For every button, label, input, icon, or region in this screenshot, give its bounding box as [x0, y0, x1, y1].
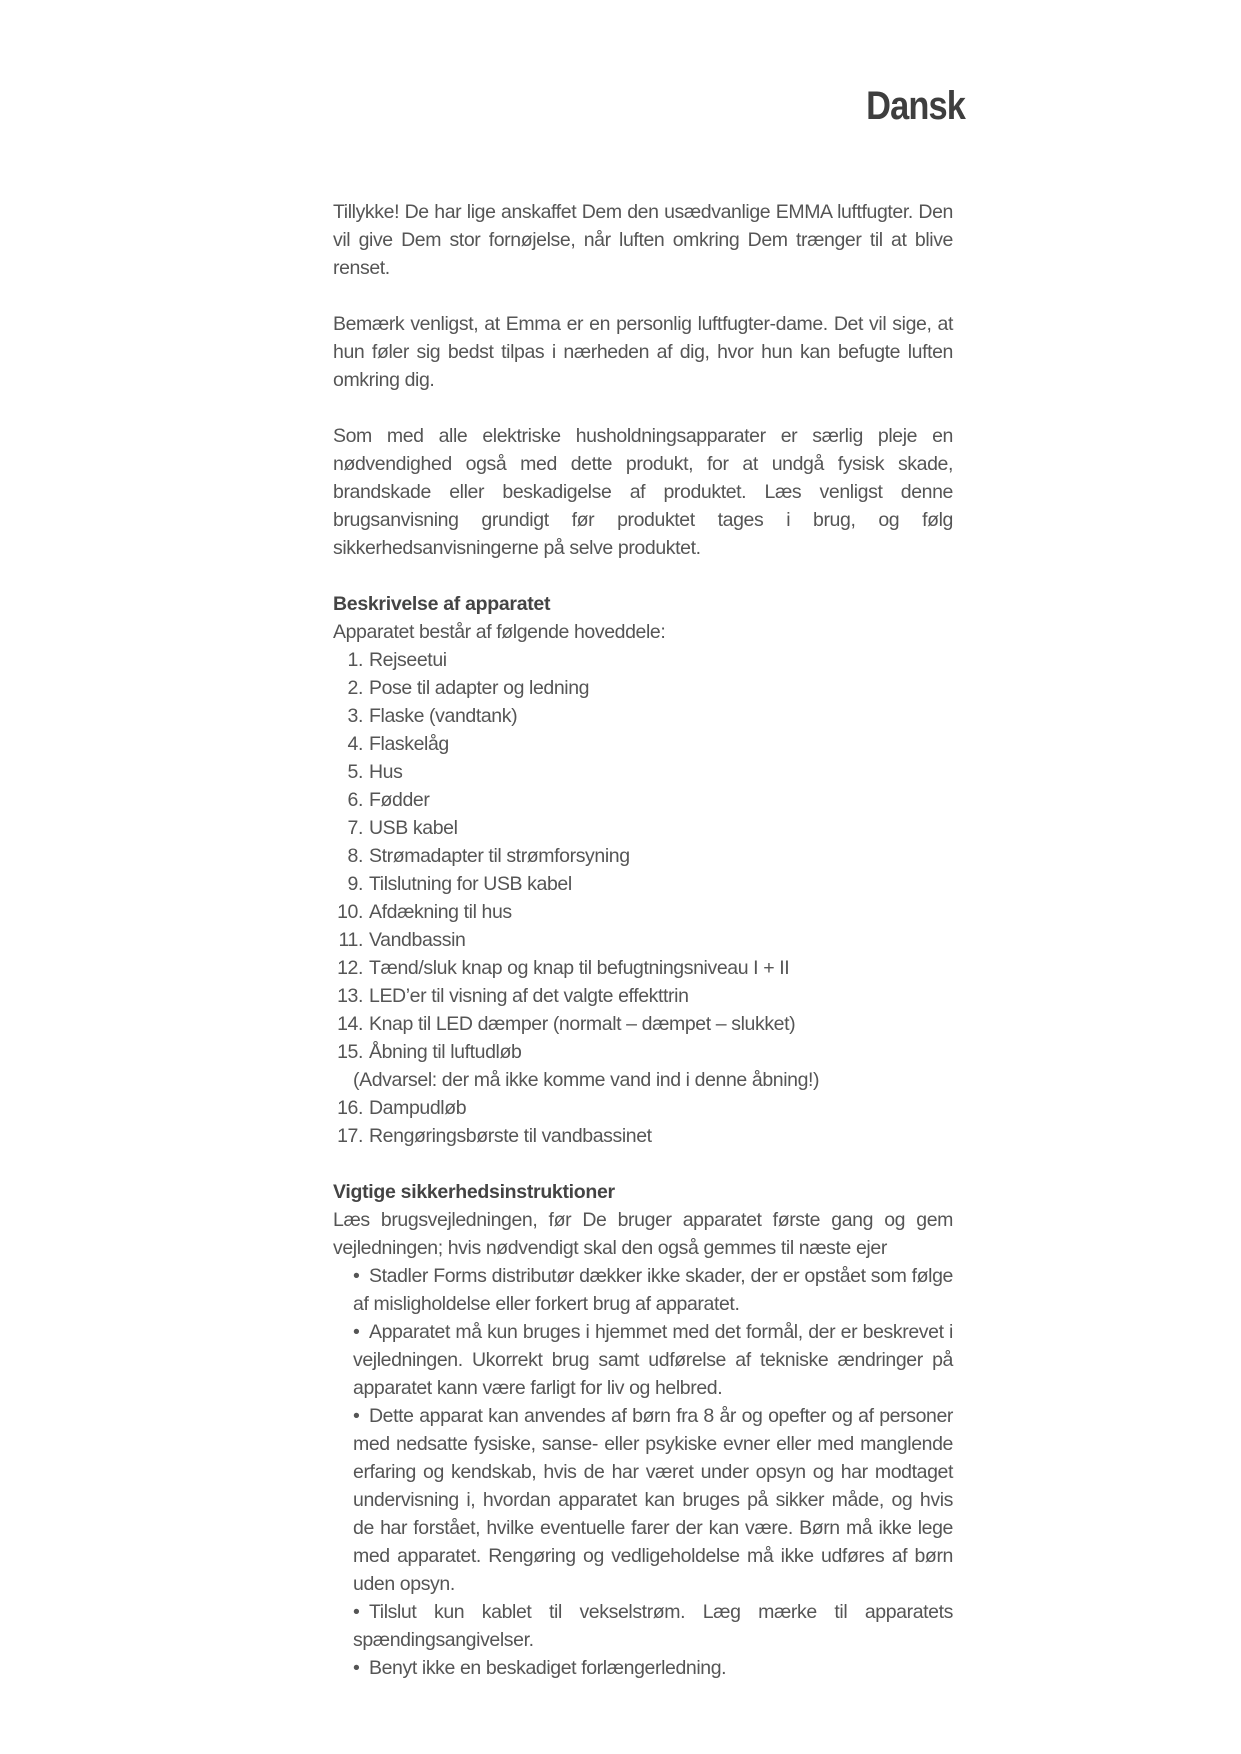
list-item — [353, 1402, 953, 1598]
part-number: 9. — [347, 873, 363, 895]
bullet-icon: • — [353, 1657, 360, 1679]
list-item — [353, 1318, 953, 1402]
safety-item-text: Tilslut kun kablet til vekselstrøm. Læg mærke til apparatets spændingsangivelser. — [353, 1601, 953, 1651]
description-intro: Apparatet består af følgende hoveddele: — [333, 621, 666, 643]
intro-paragraph-2: Bemærk venligst, at Emma er en personlig luftfugter-dame. Det vil sige, at hun føler sig bedst tilpas i nærheden af dig, hvor hun kan befugte luften omkring dig. — [333, 313, 953, 391]
part-number: 12. — [337, 957, 363, 979]
list-item — [333, 898, 953, 926]
part-label: Flaske (vandtank) — [369, 705, 518, 727]
part-number: 5. — [347, 761, 363, 783]
list-item — [333, 926, 953, 954]
safety-list — [333, 1262, 953, 1682]
warning-note: (Advarsel: der må ikke komme vand ind i denne åbning!) — [353, 1069, 820, 1091]
list-item — [333, 646, 953, 674]
part-number: 10. — [337, 901, 363, 923]
safety-item-text: Benyt ikke en beskadiget forlængerledning. — [369, 1657, 727, 1679]
list-item — [333, 1094, 953, 1122]
bullet-icon: • — [353, 1265, 360, 1287]
part-label: Hus — [369, 761, 403, 783]
part-number: 6. — [347, 789, 363, 811]
part-label: Åbning til luftudløb — [369, 1041, 522, 1063]
list-item — [333, 674, 953, 702]
bullet-icon: • — [353, 1405, 360, 1427]
safety-item-text: Apparatet må kun bruges i hjemmet med det formål, der er beskrevet i vejledningen. Ukorrekt brug samt udførelse af tekniske ændringer på apparatet kann være farligt for liv og helbred. — [353, 1321, 953, 1399]
part-number: 15. — [337, 1041, 363, 1063]
part-label: USB kabel — [369, 817, 458, 839]
safety-item-text: Stadler Forms distributør dækker ikke skader, der er opstået som følge af misligholdelse eller forkert brug af apparatet. — [353, 1265, 953, 1315]
part-number: 17. — [337, 1125, 363, 1147]
list-item — [333, 1122, 953, 1150]
part-label: Fødder — [369, 789, 430, 811]
part-label: Tænd/sluk knap og knap til befugtningsniveau I + II — [369, 957, 790, 979]
list-item — [333, 954, 953, 982]
part-number: 13. — [337, 985, 363, 1007]
part-label: LED’er til visning af det valgte effekttrin — [369, 985, 689, 1007]
safety-item-text: Dette apparat kan anvendes af børn fra 8 år og opefter og af personer med nedsatte fysiske, sanse- eller psykiske evner eller med manglende erfaring og kendskab, hvis de har været under opsyn og har modtaget undervisning i, hvordan apparatet kan bruges på sikker måde, og hvis de har forstået, hvilke eventuelle farer der kan være. Børn må ikke lege med apparatet. Rengøring og vedligeholdelse må ikke udføres af børn uden opsyn. — [353, 1405, 953, 1595]
part-label: Knap til LED dæmper (normalt – dæmpet – slukket) — [369, 1013, 796, 1035]
language-heading: Dansk — [866, 84, 965, 128]
part-label: Afdækning til hus — [369, 901, 512, 923]
part-number: 4. — [347, 733, 363, 755]
part-number: 2. — [347, 677, 363, 699]
part-label: Rejseetui — [369, 649, 447, 671]
part-label: Dampudløb — [369, 1097, 467, 1119]
safety-heading: Vigtige sikkerhedsinstruktioner — [333, 1181, 615, 1203]
bullet-icon: • — [353, 1321, 360, 1343]
safety-intro: Læs brugsvejledningen, før De bruger apparatet første gang og gem vejledningen; hvis nødvendigt skal den også gemmes til næste ejer — [333, 1209, 953, 1259]
list-item — [333, 702, 953, 730]
part-label: Rengøringsbørste til vandbassinet — [369, 1125, 652, 1147]
part-number: 14. — [337, 1013, 363, 1035]
part-number: 16. — [337, 1097, 363, 1119]
part-number: 1. — [347, 649, 363, 671]
part-label: Strømadapter til strømforsyning — [369, 845, 630, 867]
list-item — [333, 1010, 953, 1038]
list-item — [353, 1262, 953, 1318]
part-label: Pose til adapter og ledning — [369, 677, 590, 699]
part-number: 3. — [347, 705, 363, 727]
part-label: Vandbassin — [369, 929, 466, 951]
list-item — [333, 842, 953, 870]
part-label: Flaskelåg — [369, 733, 449, 755]
list-item — [333, 1038, 953, 1066]
list-item — [333, 786, 953, 814]
list-item — [353, 1654, 953, 1682]
part-label: Tilslutning for USB kabel — [369, 873, 572, 895]
list-item — [333, 814, 953, 842]
part-number: 8. — [347, 845, 363, 867]
list-item — [333, 730, 953, 758]
intro-paragraph-1: Tillykke! De har lige anskaffet Dem den usædvanlige EMMA luftfugter. Den vil give Dem stor fornøjelse, når luften omkring Dem trænger til at blive renset. — [333, 201, 953, 279]
list-item-note — [333, 1066, 953, 1094]
part-number: 7. — [347, 817, 363, 839]
part-number: 11. — [338, 929, 363, 951]
bullet-icon: • — [353, 1601, 360, 1623]
list-item — [353, 1598, 953, 1654]
parts-list — [333, 646, 953, 1150]
description-heading: Beskrivelse af apparatet — [333, 593, 551, 615]
list-item — [333, 758, 953, 786]
intro-paragraph-3: Som med alle elektriske husholdningsapparater er særlig pleje en nødvendighed også med dette produkt, for at undgå fysisk skade, brandskade eller beskadigelse af produktet. Læs venligst denne brugsanvisning grundigt før produktet tages i brug, og følg sikkerhedsanvisningerne på selve produktet. — [333, 425, 953, 559]
list-item — [333, 870, 953, 898]
list-item — [333, 982, 953, 1010]
manual-content — [333, 198, 953, 1682]
